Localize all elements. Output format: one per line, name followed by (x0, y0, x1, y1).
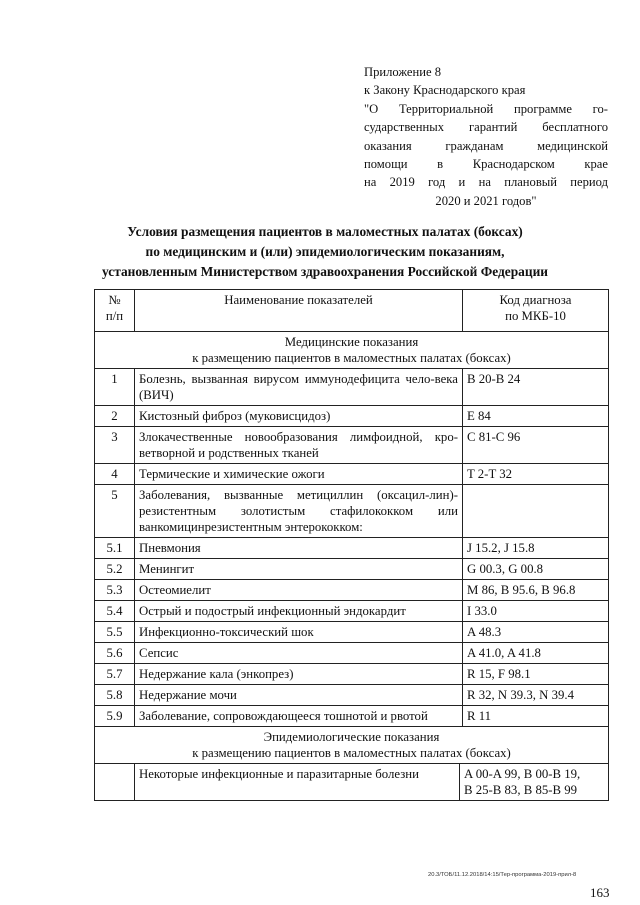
row-code: A 48.3 (463, 622, 609, 643)
row-name: Заболевания, вызванные метициллин (оксацил-лин)-резистентным золотистым стафилококком или ванкомицинрезистентным энтерококком: (135, 485, 463, 538)
row-code: R 32, N 39.3, N 39.4 (463, 685, 609, 706)
row-code: G 00.3, G 00.8 (463, 559, 609, 580)
header-code: Код диагноза по МКБ-10 (463, 290, 609, 332)
row-name: Болезнь, вызванная вирусом иммунодефицита чело-века (ВИЧ) (135, 369, 463, 406)
document-footer-code: 20.3/ТОБ/11.12.2018/14:15/Тер-программа-2019-прил-8 (428, 872, 577, 878)
table-row (95, 685, 609, 706)
title-line: Условия размещения пациентов в маломестных палатах (боксах) (127, 224, 523, 239)
document-title (80, 222, 570, 282)
table-row (95, 406, 609, 427)
row-code (463, 485, 609, 538)
row-code: E 84 (463, 406, 609, 427)
table-row (95, 559, 609, 580)
row-num: 1 (95, 369, 135, 406)
row-code: M 86, B 95.6, B 96.8 (463, 580, 609, 601)
row-code: J 15.2, J 15.8 (463, 538, 609, 559)
row-num: 5 (95, 485, 135, 538)
table-row (95, 601, 609, 622)
row-num: 2 (95, 406, 135, 427)
row-code: R 15, F 98.1 (463, 664, 609, 685)
row-num: 5.2 (95, 559, 135, 580)
row-num: 5.9 (95, 706, 135, 727)
conditions-table (94, 289, 609, 801)
row-name: Сепсис (135, 643, 463, 664)
table-row (95, 485, 609, 538)
row-code: C 81-C 96 (463, 427, 609, 464)
row-name: Недержание кала (энкопрез) (135, 664, 463, 685)
table-body (95, 369, 609, 727)
row-name: Менингит (135, 559, 463, 580)
row-name: Некоторые инфекционные и паразитарные болезни (135, 764, 460, 800)
header-num: № п/п (95, 290, 135, 332)
row-code: B 20-B 24 (463, 369, 609, 406)
last-row-inner (135, 764, 608, 800)
row-num: 5.7 (95, 664, 135, 685)
appendix-line: к Закону Краснодарского края (364, 83, 526, 98)
appendix-line: "О Территориальной программе го- (364, 101, 608, 116)
section-row-epidemiological (95, 727, 609, 764)
row-name: Заболевание, сопровождающееся тошнотой и рвотой (135, 706, 463, 727)
row-name: Термические и химические ожоги (135, 464, 463, 485)
row-num: 5.3 (95, 580, 135, 601)
row-num: 4 (95, 464, 135, 485)
title-line: установленным Министерством здравоохранения Российской Федерации (101, 264, 548, 279)
appendix-line: 2020 и 2021 годов" (435, 193, 537, 208)
appendix-line: сударственных гарантий бесплатного (364, 120, 608, 135)
row-num: 5.5 (95, 622, 135, 643)
table-row (95, 706, 609, 727)
table-row (95, 369, 609, 406)
row-name: Острый и подострый инфекционный эндокардит (135, 601, 463, 622)
row-num: 5.4 (95, 601, 135, 622)
appendix-line: помощи в Краснодарском крае (364, 157, 608, 172)
section-epidemiological: Эпидемиологические показания к размещению пациентов в маломестных палатах (боксах) (95, 727, 609, 764)
row-code: I 33.0 (463, 601, 609, 622)
table-row (95, 664, 609, 685)
row-code: R 11 (463, 706, 609, 727)
row-num: 5.8 (95, 685, 135, 706)
table-row (95, 580, 609, 601)
header-name: Наименование показателей (135, 290, 463, 332)
row-num: 5.1 (95, 538, 135, 559)
title-line: по медицинским и (или) эпидемиологическим показаниям, (145, 244, 505, 259)
row-name: Недержание мочи (135, 685, 463, 706)
table-row (95, 464, 609, 485)
row-num: 5.6 (95, 643, 135, 664)
table-row (95, 764, 609, 801)
appendix-header (364, 63, 608, 210)
row-code: T 2-T 32 (463, 464, 609, 485)
row-name: Инфекционно-токсический шок (135, 622, 463, 643)
row-num (95, 764, 135, 801)
row-name: Злокачественные новообразования лимфоидной, кро-ветворной и родственных тканей (135, 427, 463, 464)
row-name: Кистозный фиброз (муковисцидоз) (135, 406, 463, 427)
row-name: Пневмония (135, 538, 463, 559)
last-row-content (135, 764, 609, 801)
table-header-row (95, 290, 609, 332)
table-row (95, 427, 609, 464)
row-code: A 41.0, A 41.8 (463, 643, 609, 664)
section-row-medical (95, 332, 609, 369)
table-row (95, 643, 609, 664)
table-row (95, 622, 609, 643)
table-row (95, 538, 609, 559)
row-num: 3 (95, 427, 135, 464)
row-name: Остеомиелит (135, 580, 463, 601)
appendix-line: Приложение 8 (364, 65, 442, 79)
row-code: A 00-A 99, B 00-B 19, B 25-B 83, B 85-B 99 (464, 767, 581, 797)
page-number: 163 (590, 885, 610, 900)
appendix-line: оказания гражданам медицинской (364, 138, 608, 153)
appendix-line: на 2019 год и на плановый период (364, 175, 608, 190)
section-medical: Медицинские показания к размещению пациентов в маломестных палатах (боксах) (95, 332, 609, 369)
